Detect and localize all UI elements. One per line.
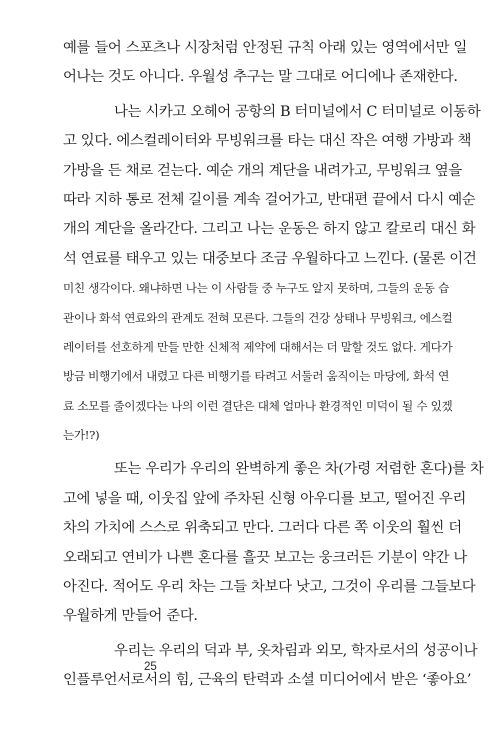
text-line: 고 있다. 에스컬레이터와 무빙워크를 타는 대신 작은 여행 가방과 책 — [63, 133, 472, 150]
text-line: 석 연료를 태우고 있는 대중보다 조금 우월하다고 느낀다. (물론 이건 — [63, 250, 477, 267]
text-line: 나는 시카고 오헤어 공항의 B 터미널에서 C 터미널로 이동하 — [114, 103, 481, 120]
text-line: 미친 생각이다. 왜냐하면 나는 이 사람들 중 누구도 알지 못하며, 그들의 운동 습 — [63, 281, 449, 296]
text-line: 우월하게 만들어 준다. — [63, 608, 198, 625]
paragraph — [63, 637, 478, 696]
text-line: 어나는 것도 아니다. 우월성 추구는 말 그대로 어디에나 존재한다. — [63, 69, 458, 86]
text-line: 개의 계단을 올라간다. 그리고 나는 운동은 하지 않고 칼로리 대신 화 — [63, 221, 476, 238]
body-text — [63, 34, 484, 696]
text-line: 예를 들어 스포츠나 시장처럼 안정된 규칙 아래 있는 영역에서만 일 — [63, 40, 467, 56]
text-line: 또는 우리가 우리의 완벽하게 좋은 차(가령 저렴한 혼다)를 차 — [114, 461, 484, 478]
text-line: 방금 비행기에서 내렸고 다른 비행기를 타려고 서둘러 움직이는 마당에, 화석 연 — [63, 369, 450, 384]
text-line: 우리는 우리의 덕과 부, 옷차림과 외모, 학자로서의 성공이나 — [114, 642, 478, 659]
paragraph — [63, 98, 481, 451]
page-number: 25 — [144, 661, 157, 673]
paragraph — [63, 455, 484, 631]
text-line: 가방을 든 채로 걷는다. 예순 개의 계단을 내려가고, 무빙워크 옆을 — [63, 162, 462, 179]
text-line: 차의 가치에 스스로 위축되고 만다. 그러다 다른 쪽 이웃의 훨씬 더 — [63, 520, 462, 537]
text-line: 료 소모를 줄이겠다는 나의 이런 결단은 대체 얼마나 환경적인 미덕이 될 수 있겠 — [63, 398, 453, 413]
text-line: 는가!?) — [63, 428, 100, 443]
text-line: 아진다. 적어도 우리 차는 그들 차보다 낫고, 그것이 우리를 그들보다 — [63, 579, 476, 596]
text-line: 레이터를 선호하게 만들 만한 신체적 제약에 대해서는 더 말할 것도 없다. 게다가 — [63, 339, 453, 354]
text-line: 관이나 화석 연료와의 관계도 전혀 모른다. 그들의 건강 상태나 무빙워크, 에스컬 — [63, 310, 453, 325]
text-line: 인플루언서로서의 힘, 근육의 탄력과 소셜 미디어에서 받은 ‘좋아요’ — [63, 672, 472, 689]
paragraph — [63, 34, 467, 93]
text-line: 오래되고 연비가 나쁜 혼다를 흘끗 보고는 웅크러든 기분이 약간 나 — [63, 549, 467, 566]
text-line: 따라 지하 통로 전체 길이를 계속 걸어가고, 반대편 끝에서 다시 예순 — [63, 191, 476, 208]
text-line: 고에 넣을 때, 이웃집 앞에 주차된 신형 아우디를 보고, 떨어진 우리 — [63, 490, 467, 507]
